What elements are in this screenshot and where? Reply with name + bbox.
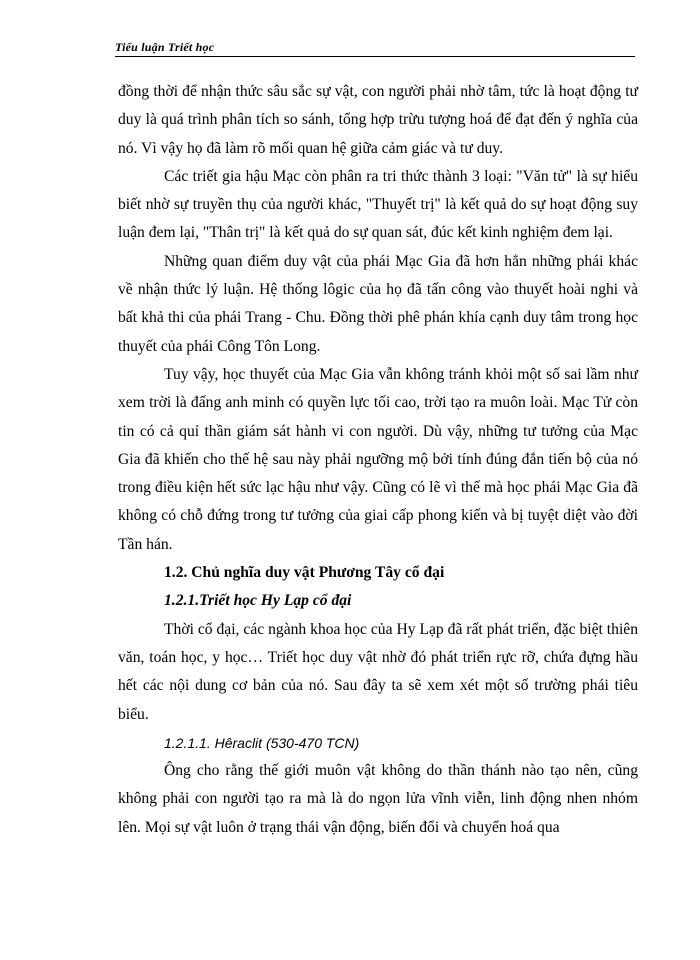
paragraph-materialist-views: Những quan điểm duy vật của phái Mạc Gia đã hơn hẳn những phái khác về nhận thức lý luận. Hệ thống lôgic của họ đã tấn công vào thuyết hoài nghi và bất khả thi của phái Trang - Chu. Đồng thời phê phán khía cạnh duy tâm trong học thuyết của phái Công Tôn Long. bbox=[118, 252, 638, 355]
section-heading-1-2-1-1: 1.2.1.1. Hêraclit (530-470 TCN) bbox=[164, 734, 360, 751]
section-heading-1-2: 1.2. Chủ nghĩa duy vật Phương Tây cổ đại bbox=[164, 564, 445, 582]
page-header bbox=[115, 40, 635, 57]
document-body bbox=[118, 78, 638, 842]
paragraph-greek-philosophy: Thời cổ đại, các ngành khoa học của Hy Lạp đã rất phát triển, đặc biệt thiên văn, toán học, y học… Triết học duy vật nhờ đó phát triển rực rỡ, chứa đựng hầu hết các nội dung cơ bản của nó. Sau đây ta sẽ xem xét một số trường phái tiêu biểu. bbox=[118, 620, 638, 723]
paragraph-limitations: Tuy vậy, học thuyết của Mạc Gia vẫn không tránh khỏi một số sai lầm như xem trời là đấng anh minh có quyền lực tối cao, trời tạo ra muôn loài. Mạc Tử còn tin có cả quỉ thần giám sát hành vi con người. Dù vậy, những tư tưởng của Mạc Gia đã khiến cho thế hệ sau này phải ngưỡng mộ bởi tính đúng đắn tiến bộ của nó trong điều kiện hết sức lạc hậu như vậy. Cũng có lẽ vì thế mà học phái Mạc Gia đã không có chỗ đứng trong tư tưởng của giai cấp phong kiến và bị tuyệt diệt vào đời Tần hán. bbox=[118, 365, 638, 553]
paragraph-heraclit: Ông cho rằng thế giới muôn vật không do thần thánh nào tạo nên, cũng không phải con người tạo ra mà là do ngọn lửa vĩnh viễn, linh động nhen nhóm lên. Mọi sự vật luôn ở trạng thái vận động, biến đổi và chuyển hoá qua bbox=[118, 762, 638, 836]
paragraph-knowledge-types: Các triết gia hậu Mạc còn phân ra tri thức thành 3 loại: "Văn tử" là sự hiểu biết nhờ sự truyền thụ của người khác, "Thuyết trị" là kết quả do sự hoạt động suy luận đem lại, "Thân trị" là kết quả do sự quan sát, đúc kết kinh nghiệm đem lại. bbox=[118, 167, 638, 242]
header-title: Tiểu luận Triết học bbox=[115, 40, 215, 54]
paragraph-continuation: đồng thời để nhận thức sâu sắc sự vật, con người phải nhờ tâm, tức là hoạt động tư duy là quá trình phân tích so sánh, tổng hợp trừu tượng hoá để đạt đến ý nghĩa của nó. Vì vậy họ đã làm rõ mối quan hệ giữa cảm giác và tư duy. bbox=[118, 83, 638, 157]
section-heading-1-2-1: 1.2.1.Triết học Hy Lạp cổ đại bbox=[164, 592, 352, 610]
